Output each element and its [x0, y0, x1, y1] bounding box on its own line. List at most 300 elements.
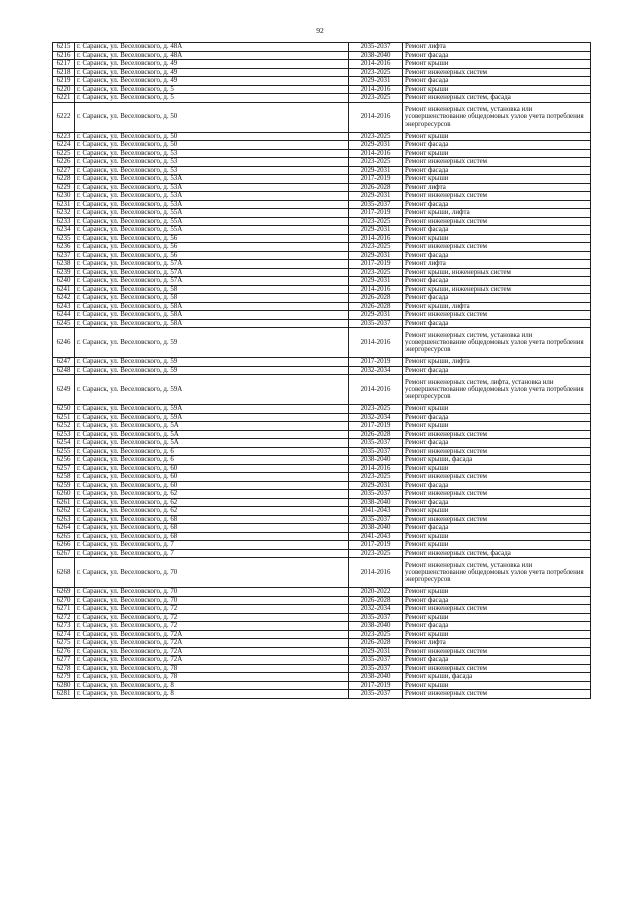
table-row: [53, 366, 591, 375]
work-type-cell: Ремонт фасада: [403, 166, 591, 175]
row-number-cell: 6227: [53, 166, 75, 175]
address-cell: г. Саранск, ул. Веселовского, д. 49: [75, 60, 349, 69]
address-cell: г. Саранск, ул. Веселовского, д. 59А: [75, 405, 349, 414]
period-cell: 2017-2019: [349, 175, 403, 184]
address-cell: г. Саранск, ул. Веселовского, д. 48А: [75, 51, 349, 60]
row-number-cell: 6215: [53, 43, 75, 52]
table-row: [53, 85, 591, 94]
address-cell: г. Саранск, ул. Веселовского, д. 56: [75, 251, 349, 260]
work-type-cell: Ремонт инженерных систем: [403, 605, 591, 614]
period-cell: 2017-2019: [349, 358, 403, 367]
table-row: [53, 68, 591, 77]
table-row: [53, 673, 591, 682]
period-cell: 2014-2016: [349, 558, 403, 588]
period-cell: 2035-2037: [349, 690, 403, 699]
table-row: [53, 217, 591, 226]
row-number-cell: 6276: [53, 647, 75, 656]
period-cell: 2020-2022: [349, 588, 403, 597]
row-number-cell: 6260: [53, 490, 75, 499]
table-row: [53, 413, 591, 422]
work-type-cell: Ремонт инженерных систем: [403, 68, 591, 77]
row-number-cell: 6239: [53, 268, 75, 277]
period-cell: 2041-2043: [349, 532, 403, 541]
table-row: [53, 43, 591, 52]
address-cell: г. Саранск, ул. Веселовского, д. 70: [75, 558, 349, 588]
table-row: [53, 243, 591, 252]
table-row: [53, 328, 591, 358]
address-cell: г. Саранск, ул. Веселовского, д. 50: [75, 132, 349, 141]
work-type-cell: Ремонт крыши: [403, 132, 591, 141]
table-row: [53, 630, 591, 639]
table-row: [53, 473, 591, 482]
period-cell: 2026-2028: [349, 183, 403, 192]
work-type-cell: Ремонт крыши: [403, 405, 591, 414]
address-cell: г. Саранск, ул. Веселовского, д. 5А: [75, 422, 349, 431]
row-number-cell: 6249: [53, 375, 75, 405]
row-number-cell: 6221: [53, 94, 75, 103]
period-cell: 2014-2016: [349, 149, 403, 158]
period-cell: 2032-2034: [349, 605, 403, 614]
table-row: [53, 596, 591, 605]
work-type-cell: Ремонт фасада: [403, 524, 591, 533]
period-cell: 2035-2037: [349, 613, 403, 622]
address-cell: г. Саранск, ул. Веселовского, д. 62: [75, 490, 349, 499]
work-type-cell: Ремонт инженерных систем: [403, 311, 591, 320]
table-row: [53, 200, 591, 209]
table-row: [53, 358, 591, 367]
row-number-cell: 6246: [53, 328, 75, 358]
table-row: [53, 260, 591, 269]
row-number-cell: 6262: [53, 507, 75, 516]
row-number-cell: 6233: [53, 217, 75, 226]
table-row: [53, 277, 591, 286]
period-cell: 2014-2016: [349, 102, 403, 132]
table-row: [53, 515, 591, 524]
period-cell: 2029-2031: [349, 226, 403, 235]
table-row: [53, 558, 591, 588]
period-cell: 2038-2040: [349, 456, 403, 465]
period-cell: 2029-2031: [349, 166, 403, 175]
work-type-cell: Ремонт крыши: [403, 681, 591, 690]
work-type-cell: Ремонт фасада: [403, 366, 591, 375]
table-row: [53, 588, 591, 597]
period-cell: 2023-2025: [349, 94, 403, 103]
period-cell: 2035-2037: [349, 664, 403, 673]
work-type-cell: Ремонт крыши: [403, 630, 591, 639]
table-row: [53, 524, 591, 533]
work-type-cell: Ремонт фасада: [403, 596, 591, 605]
period-cell: 2023-2025: [349, 68, 403, 77]
address-cell: г. Саранск, ул. Веселовского, д. 57А: [75, 277, 349, 286]
table-row: [53, 285, 591, 294]
period-cell: 2014-2016: [349, 60, 403, 69]
work-type-cell: Ремонт фасада: [403, 251, 591, 260]
row-number-cell: 6278: [53, 664, 75, 673]
address-cell: г. Саранск, ул. Веселовского, д. 58: [75, 294, 349, 303]
work-type-cell: Ремонт инженерных систем: [403, 217, 591, 226]
address-cell: г. Саранск, ул. Веселовского, д. 48А: [75, 43, 349, 52]
table-row: [53, 94, 591, 103]
period-cell: 2029-2031: [349, 251, 403, 260]
table-row: [53, 234, 591, 243]
row-number-cell: 6259: [53, 481, 75, 490]
period-cell: 2023-2025: [349, 268, 403, 277]
period-cell: 2029-2031: [349, 77, 403, 86]
address-cell: г. Саранск, ул. Веселовского, д. 62: [75, 498, 349, 507]
work-type-cell: Ремонт инженерных систем: [403, 664, 591, 673]
period-cell: 2017-2019: [349, 681, 403, 690]
row-number-cell: 6223: [53, 132, 75, 141]
table-row: [53, 464, 591, 473]
work-type-cell: Ремонт инженерных систем: [403, 243, 591, 252]
table-row: [53, 132, 591, 141]
work-type-cell: Ремонт инженерных систем, установка или усовершенствование общедомовых узлов учета потребления энергоресурсов: [403, 328, 591, 358]
work-type-cell: Ремонт фасада: [403, 498, 591, 507]
address-cell: г. Саранск, ул. Веселовского, д. 58А: [75, 319, 349, 328]
work-type-cell: Ремонт фасада: [403, 319, 591, 328]
table-row: [53, 681, 591, 690]
period-cell: 2029-2031: [349, 277, 403, 286]
row-number-cell: 6250: [53, 405, 75, 414]
period-cell: 2038-2040: [349, 524, 403, 533]
period-cell: 2026-2028: [349, 294, 403, 303]
address-cell: г. Саранск, ул. Веселовского, д. 8: [75, 681, 349, 690]
work-type-cell: Ремонт фасада: [403, 294, 591, 303]
repair-schedule-table: [52, 42, 591, 699]
work-type-cell: Ремонт инженерных систем, установка или усовершенствование общедомовых узлов учета потребления энергоресурсов: [403, 102, 591, 132]
table-row: [53, 60, 591, 69]
address-cell: г. Саранск, ул. Веселовского, д. 72А: [75, 639, 349, 648]
work-type-cell: Ремонт инженерных систем: [403, 647, 591, 656]
row-number-cell: 6244: [53, 311, 75, 320]
address-cell: г. Саранск, ул. Веселовского, д. 72: [75, 605, 349, 614]
address-cell: г. Саранск, ул. Веселовского, д. 56: [75, 243, 349, 252]
work-type-cell: Ремонт фасада: [403, 656, 591, 665]
work-type-cell: Ремонт фасада: [403, 51, 591, 60]
table-row: [53, 647, 591, 656]
address-cell: г. Саранск, ул. Веселовского, д. 70: [75, 596, 349, 605]
period-cell: 2035-2037: [349, 490, 403, 499]
table-row: [53, 613, 591, 622]
address-cell: г. Саранск, ул. Веселовского, д. 53А: [75, 175, 349, 184]
work-type-cell: Ремонт крыши, лифта: [403, 358, 591, 367]
address-cell: г. Саранск, ул. Веселовского, д. 53: [75, 166, 349, 175]
period-cell: 2026-2028: [349, 639, 403, 648]
table-row: [53, 226, 591, 235]
work-type-cell: Ремонт крыши, инженерных систем: [403, 268, 591, 277]
work-type-cell: Ремонт лифта: [403, 43, 591, 52]
address-cell: г. Саранск, ул. Веселовского, д. 59А: [75, 413, 349, 422]
table-row: [53, 311, 591, 320]
table-row: [53, 605, 591, 614]
row-number-cell: 6243: [53, 302, 75, 311]
period-cell: 2038-2040: [349, 498, 403, 507]
work-type-cell: Ремонт фасада: [403, 622, 591, 631]
work-type-cell: Ремонт инженерных систем: [403, 490, 591, 499]
period-cell: 2017-2019: [349, 422, 403, 431]
row-number-cell: 6235: [53, 234, 75, 243]
address-cell: г. Саранск, ул. Веселовского, д. 59: [75, 358, 349, 367]
row-number-cell: 6280: [53, 681, 75, 690]
row-number-cell: 6274: [53, 630, 75, 639]
period-cell: 2023-2025: [349, 405, 403, 414]
work-type-cell: Ремонт крыши, лифта: [403, 302, 591, 311]
table-row: [53, 447, 591, 456]
period-cell: 2023-2025: [349, 132, 403, 141]
page-number: 92: [316, 26, 324, 35]
row-number-cell: 6226: [53, 158, 75, 167]
period-cell: 2023-2025: [349, 217, 403, 226]
period-cell: 2023-2025: [349, 158, 403, 167]
period-cell: 2035-2037: [349, 439, 403, 448]
period-cell: 2038-2040: [349, 51, 403, 60]
address-cell: г. Саранск, ул. Веселовского, д. 60: [75, 464, 349, 473]
table-row: [53, 532, 591, 541]
period-cell: 2014-2016: [349, 234, 403, 243]
period-cell: 2017-2019: [349, 260, 403, 269]
work-type-cell: Ремонт крыши: [403, 234, 591, 243]
period-cell: 2026-2028: [349, 302, 403, 311]
work-type-cell: Ремонт инженерных систем, установка или усовершенствование общедомовых узлов учета потребления энергоресурсов: [403, 558, 591, 588]
work-type-cell: Ремонт инженерных систем, фасада: [403, 549, 591, 558]
table-row: [53, 375, 591, 405]
period-cell: 2035-2037: [349, 319, 403, 328]
table-row: [53, 209, 591, 218]
row-number-cell: 6269: [53, 588, 75, 597]
period-cell: 2029-2031: [349, 647, 403, 656]
table-row: [53, 141, 591, 150]
table-row: [53, 51, 591, 60]
table-row: [53, 656, 591, 665]
row-number-cell: 6277: [53, 656, 75, 665]
table-row: [53, 481, 591, 490]
table-row: [53, 690, 591, 699]
address-cell: г. Саранск, ул. Веселовского, д. 50: [75, 141, 349, 150]
row-number-cell: 6234: [53, 226, 75, 235]
period-cell: 2014-2016: [349, 328, 403, 358]
work-type-cell: Ремонт фасада: [403, 481, 591, 490]
table-row: [53, 251, 591, 260]
work-type-cell: Ремонт лифта: [403, 260, 591, 269]
row-number-cell: 6258: [53, 473, 75, 482]
table-row: [53, 422, 591, 431]
row-number-cell: 6255: [53, 447, 75, 456]
table-row: [53, 549, 591, 558]
work-type-cell: Ремонт крыши: [403, 60, 591, 69]
work-type-cell: Ремонт фасада: [403, 200, 591, 209]
period-cell: 2029-2031: [349, 311, 403, 320]
row-number-cell: 6261: [53, 498, 75, 507]
table-row: [53, 498, 591, 507]
table-row: [53, 319, 591, 328]
address-cell: г. Саранск, ул. Веселовского, д. 53А: [75, 192, 349, 201]
work-type-cell: Ремонт инженерных систем: [403, 447, 591, 456]
table-row: [53, 490, 591, 499]
period-cell: 2023-2025: [349, 630, 403, 639]
period-cell: 2014-2016: [349, 285, 403, 294]
row-number-cell: 6216: [53, 51, 75, 60]
address-cell: г. Саранск, ул. Веселовского, д. 78: [75, 664, 349, 673]
address-cell: г. Саранск, ул. Веселовского, д. 53А: [75, 200, 349, 209]
row-number-cell: 6242: [53, 294, 75, 303]
period-cell: 2017-2019: [349, 209, 403, 218]
address-cell: г. Саранск, ул. Веселовского, д. 60: [75, 473, 349, 482]
table-row: [53, 175, 591, 184]
row-number-cell: 6247: [53, 358, 75, 367]
work-type-cell: Ремонт крыши: [403, 541, 591, 550]
row-number-cell: 6224: [53, 141, 75, 150]
table-row: [53, 149, 591, 158]
row-number-cell: 6253: [53, 430, 75, 439]
address-cell: г. Саранск, ул. Веселовского, д. 7: [75, 541, 349, 550]
period-cell: 2035-2037: [349, 656, 403, 665]
table-row: [53, 405, 591, 414]
table-row: [53, 622, 591, 631]
row-number-cell: 6245: [53, 319, 75, 328]
work-type-cell: Ремонт крыши: [403, 464, 591, 473]
row-number-cell: 6220: [53, 85, 75, 94]
period-cell: 2035-2037: [349, 43, 403, 52]
work-type-cell: Ремонт инженерных систем: [403, 430, 591, 439]
period-cell: 2023-2025: [349, 549, 403, 558]
period-cell: 2035-2037: [349, 200, 403, 209]
row-number-cell: 6257: [53, 464, 75, 473]
work-type-cell: Ремонт крыши, фасада: [403, 456, 591, 465]
row-number-cell: 6251: [53, 413, 75, 422]
address-cell: г. Саранск, ул. Веселовского, д. 68: [75, 532, 349, 541]
address-cell: г. Саранск, ул. Веселовского, д. 55А: [75, 217, 349, 226]
address-cell: г. Саранск, ул. Веселовского, д. 58: [75, 285, 349, 294]
work-type-cell: Ремонт крыши: [403, 422, 591, 431]
address-cell: г. Саранск, ул. Веселовского, д. 72: [75, 622, 349, 631]
work-type-cell: Ремонт крыши: [403, 588, 591, 597]
table-row: [53, 158, 591, 167]
row-number-cell: 6238: [53, 260, 75, 269]
address-cell: г. Саранск, ул. Веселовского, д. 5: [75, 94, 349, 103]
address-cell: г. Саранск, ул. Веселовского, д. 59: [75, 366, 349, 375]
table-row: [53, 439, 591, 448]
address-cell: г. Саранск, ул. Веселовского, д. 58А: [75, 311, 349, 320]
address-cell: г. Саранск, ул. Веселовского, д. 58А: [75, 302, 349, 311]
row-number-cell: 6271: [53, 605, 75, 614]
period-cell: 2038-2040: [349, 622, 403, 631]
table-row: [53, 77, 591, 86]
work-type-cell: Ремонт крыши: [403, 507, 591, 516]
row-number-cell: 6273: [53, 622, 75, 631]
address-cell: г. Саранск, ул. Веселовского, д. 70: [75, 588, 349, 597]
period-cell: 2014-2016: [349, 85, 403, 94]
work-type-cell: Ремонт инженерных систем: [403, 515, 591, 524]
row-number-cell: 6232: [53, 209, 75, 218]
period-cell: 2029-2031: [349, 481, 403, 490]
address-cell: г. Саранск, ул. Веселовского, д. 7: [75, 549, 349, 558]
address-cell: г. Саранск, ул. Веселовского, д. 5: [75, 85, 349, 94]
address-cell: г. Саранск, ул. Веселовского, д. 57А: [75, 260, 349, 269]
period-cell: 2035-2037: [349, 447, 403, 456]
address-cell: г. Саранск, ул. Веселовского, д. 56: [75, 234, 349, 243]
work-type-cell: Ремонт крыши: [403, 613, 591, 622]
row-number-cell: 6236: [53, 243, 75, 252]
address-cell: г. Саранск, ул. Веселовского, д. 62: [75, 507, 349, 516]
period-cell: 2014-2016: [349, 464, 403, 473]
address-cell: г. Саранск, ул. Веселовского, д. 57А: [75, 268, 349, 277]
table-row: [53, 541, 591, 550]
work-type-cell: Ремонт фасада: [403, 277, 591, 286]
row-number-cell: 6268: [53, 558, 75, 588]
address-cell: г. Саранск, ул. Веселовского, д. 50: [75, 102, 349, 132]
work-type-cell: Ремонт крыши, инженерных систем: [403, 285, 591, 294]
work-type-cell: Ремонт инженерных систем, лифта, установка или усовершенствование общедомовых узлов учета потребления энергоресурсов: [403, 375, 591, 405]
work-type-cell: Ремонт крыши, лифта: [403, 209, 591, 218]
row-number-cell: 6270: [53, 596, 75, 605]
row-number-cell: 6248: [53, 366, 75, 375]
work-type-cell: Ремонт фасада: [403, 226, 591, 235]
address-cell: г. Саранск, ул. Веселовского, д. 68: [75, 515, 349, 524]
work-type-cell: Ремонт инженерных систем: [403, 473, 591, 482]
row-number-cell: 6263: [53, 515, 75, 524]
row-number-cell: 6231: [53, 200, 75, 209]
period-cell: 2017-2019: [349, 541, 403, 550]
period-cell: 2041-2043: [349, 507, 403, 516]
row-number-cell: 6266: [53, 541, 75, 550]
period-cell: 2026-2028: [349, 596, 403, 605]
table-row: [53, 664, 591, 673]
address-cell: г. Саранск, ул. Веселовского, д. 72: [75, 613, 349, 622]
row-number-cell: 6237: [53, 251, 75, 260]
row-number-cell: 6279: [53, 673, 75, 682]
address-cell: г. Саранск, ул. Веселовского, д. 55А: [75, 226, 349, 235]
address-cell: г. Саранск, ул. Веселовского, д. 6: [75, 456, 349, 465]
table-row: [53, 456, 591, 465]
row-number-cell: 6252: [53, 422, 75, 431]
address-cell: г. Саранск, ул. Веселовского, д. 53: [75, 149, 349, 158]
work-type-cell: Ремонт крыши, фасада: [403, 673, 591, 682]
row-number-cell: 6272: [53, 613, 75, 622]
row-number-cell: 6264: [53, 524, 75, 533]
table-row: [53, 268, 591, 277]
row-number-cell: 6254: [53, 439, 75, 448]
address-cell: г. Саранск, ул. Веселовского, д. 49: [75, 68, 349, 77]
address-cell: г. Саранск, ул. Веселовского, д. 53А: [75, 183, 349, 192]
work-type-cell: Ремонт инженерных систем: [403, 192, 591, 201]
period-cell: 2026-2028: [349, 430, 403, 439]
work-type-cell: Ремонт лифта: [403, 639, 591, 648]
row-number-cell: 6265: [53, 532, 75, 541]
period-cell: 2035-2037: [349, 515, 403, 524]
period-cell: 2029-2031: [349, 141, 403, 150]
address-cell: г. Саранск, ул. Веселовского, д. 8: [75, 690, 349, 699]
address-cell: г. Саранск, ул. Веселовского, д. 6: [75, 447, 349, 456]
address-cell: г. Саранск, ул. Веселовского, д. 5А: [75, 439, 349, 448]
address-cell: г. Саранск, ул. Веселовского, д. 72А: [75, 656, 349, 665]
address-cell: г. Саранск, ул. Веселовского, д. 72А: [75, 630, 349, 639]
row-number-cell: 6281: [53, 690, 75, 699]
work-type-cell: Ремонт лифта: [403, 183, 591, 192]
address-cell: г. Саранск, ул. Веселовского, д. 53: [75, 158, 349, 167]
address-cell: г. Саранск, ул. Веселовского, д. 60: [75, 481, 349, 490]
table-row: [53, 192, 591, 201]
table-row: [53, 639, 591, 648]
table-row: [53, 166, 591, 175]
row-number-cell: 6275: [53, 639, 75, 648]
period-cell: 2014-2016: [349, 375, 403, 405]
row-number-cell: 6267: [53, 549, 75, 558]
work-type-cell: Ремонт крыши: [403, 175, 591, 184]
address-cell: г. Саранск, ул. Веселовского, д. 55А: [75, 209, 349, 218]
period-cell: 2029-2031: [349, 192, 403, 201]
row-number-cell: 6218: [53, 68, 75, 77]
row-number-cell: 6222: [53, 102, 75, 132]
